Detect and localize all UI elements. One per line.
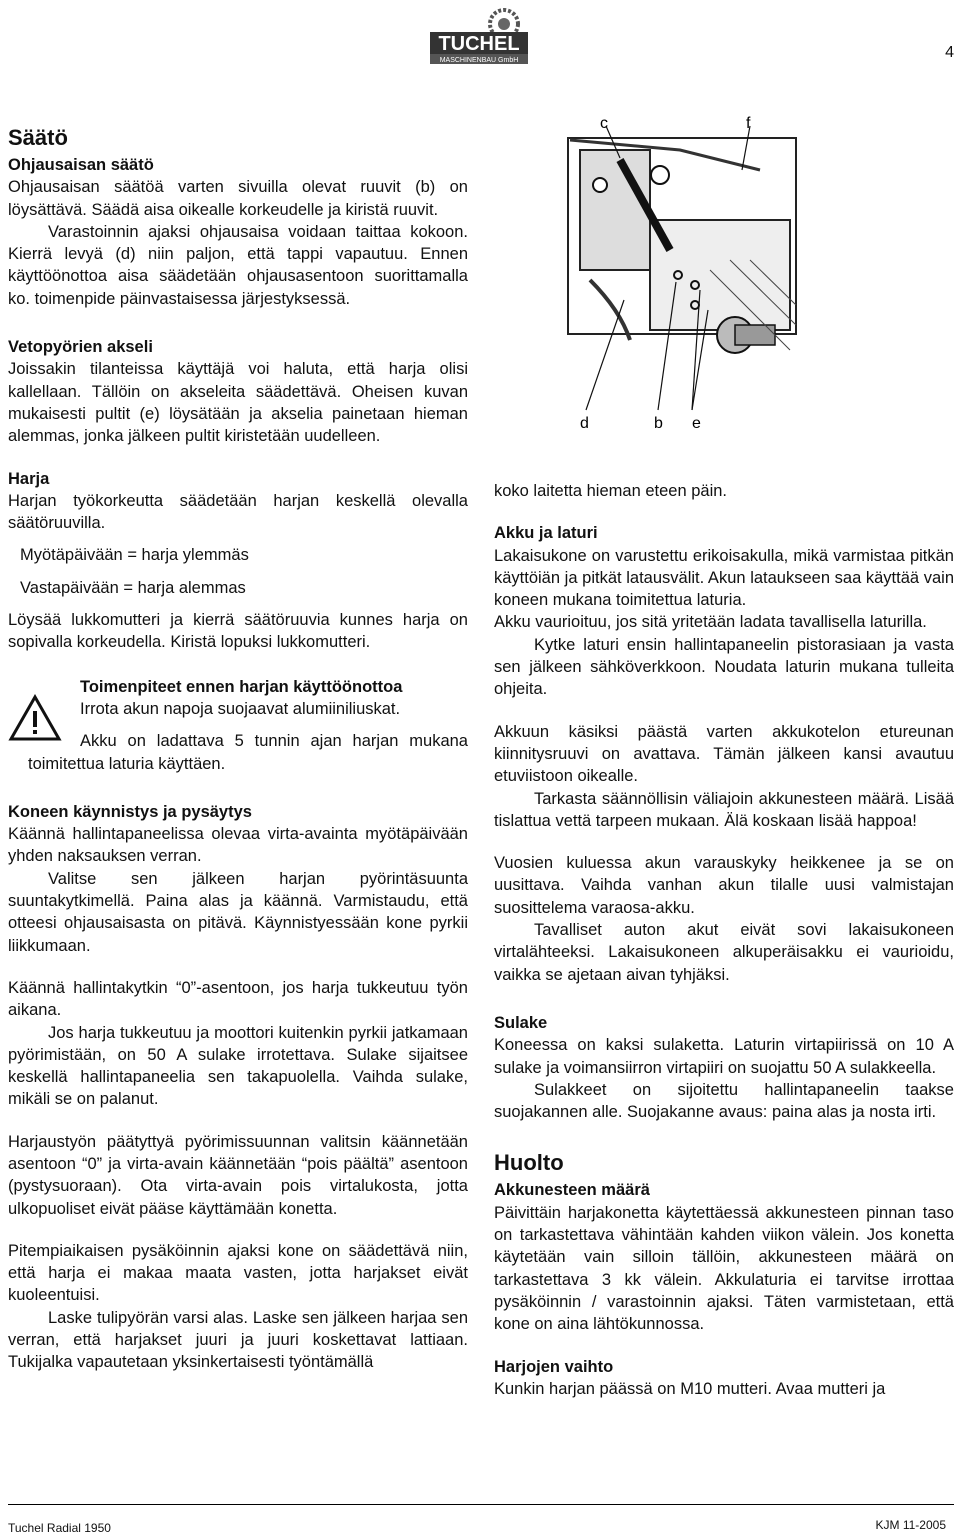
paragraph: Akkuun käsiksi päästä varten akkukotelon etureunan kiinnitysruuvi on avattava. Tämän jälkeen kansi avautuu etuviistoon oikealle. [494, 722, 954, 786]
heading-toimenpiteet: Toimenpiteet ennen harjan käyttöönottoa [80, 677, 403, 696]
warning-triangle-icon [8, 694, 62, 742]
paragraph: Tarkasta säännöllisin väliajoin akkunesteen määrä. Lisää tislattua vettä tarpeen mukaan. Älä koskaan lisää happoa! [494, 789, 954, 830]
figure-label-d: d [580, 415, 589, 432]
paragraph: Päivittäin harjakonetta käytettäessä akkunesteen pinnan taso on tarkastettava vähintään kahden viikon välein. Jos konetta käytetään vain silloin tällöin, akkunesteen määrä on tarkastettava 3 kk välein. Akkulaturia ei tarvitse irrottaa pysäköinnin / varastoinnin ajaksi. Täten varmistetaan, että kone on aina lähtökunnossa. [494, 1203, 954, 1334]
paragraph: Tavalliset auton akut eivät sovi lakaisukoneen virtalähteeksi. Lakaisukoneen alkuperäisakku ei vaurioidu, vaikka se ajetaan aivan tyhjäksi. [494, 921, 954, 984]
warning-box [8, 676, 468, 775]
paragraph: Käännä hallintapaneelissa olevaa virta-avainta myötäpäivään yhden naksauksen verran. [8, 825, 468, 866]
machine-illustration [560, 110, 820, 440]
heading-vetopyorien-akseli: Vetopyörien akseli [8, 338, 153, 357]
paragraph: Varastoinnin ajaksi ohjausaisa voidaan taittaa kokoon. Kierrä levyä (d) niin paljon, että tappi vapautuu. Ennen käyttöönottoa aisa säädetään ohjausasentoon suorittamalla ko. toimenpide päinvastaisessa järjestyksessä. [8, 222, 468, 308]
section-title-saato: Säätö [8, 125, 68, 150]
tuchel-logo [424, 4, 534, 68]
paragraph: Joissakin tilanteissa käyttäjä voi haluta, että harja olisi kallellaan. Tällöin on akseleita säädettävä. Oheisen kuvan mukaisesti pultit (e) löysätään ja akselia painetaan hieman alemmas, jonka jälkeen pultit kiristetään uudelleen. [8, 360, 468, 446]
paragraph: Käännä hallintakytkin “0”-asentoon, jos harja tukkeutuu työn aikana. [8, 978, 468, 1020]
logo-text: TUCHEL [438, 33, 520, 55]
paragraph: Pitempiaikaisen pysäköinnin ajaksi kone on säädettävä niin, että harja ei makaa maata vasten, jotta harjakset eivät kuoleentuisi. [8, 1241, 468, 1305]
paragraph: Myötäpäivään = harja ylemmäs [20, 546, 249, 565]
heading-sulake: Sulake [494, 1013, 548, 1032]
heading-akkunesteen-maara: Akkunesteen määrä [494, 1181, 650, 1200]
figure-label-e: e [692, 415, 701, 432]
section-title-huolto: Huolto [494, 1150, 564, 1176]
paragraph: Akku on ladattava 5 tunnin ajan harjan mukana toimitettua laturia käyttäen. [28, 732, 468, 773]
figure-label-f: f [746, 115, 751, 132]
paragraph: Harjan työkorkeutta säädetään harjan keskellä olevalla säätöruuvilla. [8, 491, 468, 533]
paragraph: Koneessa on kaksi sulaketta. Laturin virtapiirissä on 10 A sulake ja voimansiirron virtapiiri on suojattu 50 A sulakkeella. [494, 1036, 954, 1077]
paragraph: Lakaisukone on varustettu erikoisakulla, mikä varmistaa pitkän käyttöiän ja pitkät latausvälit. Akun lataukseen saa käyttää vain koneen mukana toimitettua laturia. [494, 546, 954, 610]
heading-harjojen-vaihto: Harjojen vaihto [494, 1357, 614, 1376]
paragraph: Akku vaurioituu, jos sitä yritetään ladata tavallisella laturilla. [494, 613, 927, 632]
heading-akku-ja-laturi: Akku ja laturi [494, 524, 598, 543]
right-column [494, 480, 954, 1400]
paragraph: Löysää lukkomutteri ja kierrä säätöruuvia kunnes harja on sopivalla korkeudella. Kiristä lopuksi lukkomutteri. [8, 611, 468, 652]
paragraph: Jos harja tukkeutuu ja moottori kuitenkin pyrkii jatkamaan pyörimistään, on 50 A sulake irrotettava. Sulake sijaitsee keskellä hallintapaneelia sen takapuolella. Vaihda sulake, mikäli se on palanut. [8, 1023, 468, 1109]
paragraph: Valitse sen jälkeen harjan pyörintäsuunta suuntakytkimellä. Paina alas ja käännä. Varmistaudu, että otteesi ohjausaisasta on pitävä. Käynnistyessään kone pyrkii liikkumaan. [8, 869, 468, 955]
paragraph: Vastapäivään = harja alemmas [20, 578, 246, 597]
paragraph: Laske tulipyörän varsi alas. Laske sen jälkeen harjaa sen verran, että harjakset juuri ja juuri koskettavat lattiaan. Tukijalka vapautetaan yksinkertaisesti työntämällä [8, 1308, 468, 1372]
page-number: 4 [945, 44, 954, 61]
paragraph: Kytke laturi ensin hallintapaneelin pistorasiaan ja vasta sen jälkeen sähköverkkoon. Noudata laturin mukana tulleita ohjeita. [494, 635, 954, 699]
logo-subtext: MASCHINENBAU GmbH [439, 57, 519, 64]
figure-label-c: c [600, 115, 608, 132]
paragraph: Harjaustyön päätyttyä pyörimissuunnan valitsin käännetään asentoon “0” ja virta-avain käännetään “pois päältä” asentoon (pystysuoraan). Ota virta-avain pois virtalukosta, jotta ulkopuoliset eivät pääse käyttämään konetta. [8, 1132, 468, 1218]
footer-revision: KJM 11-2005 [875, 1518, 946, 1532]
paragraph: Sulakkeet on sijoitettu hallintapaneelin taakse suojakannen alle. Suojakanne avaus: paina alas ja nosta irti. [494, 1080, 954, 1122]
paragraph: Kunkin harjan päässä on M10 mutteri. Avaa mutteri ja [494, 1379, 886, 1398]
figure-label-b: b [654, 415, 663, 432]
footer-model: Tuchel Radial 1950 [8, 1521, 111, 1535]
paragraph: Irrota akun napoja suojaavat alumiiniliuskat. [80, 699, 401, 718]
paragraph: koko laitetta hieman eteen päin. [494, 482, 727, 500]
footer-divider [8, 1504, 954, 1505]
left-column [8, 124, 468, 1374]
heading-ohjausaisan-saato: Ohjausaisan säätö [8, 156, 154, 174]
paragraph: Vuosien kuluessa akun varauskyky heikkenee ja se on uusittava. Vaihda vanhan akun tilalle uusi valmistajan suosittelema varaosa-akku. [494, 854, 954, 917]
heading-koneen-kaynnistys: Koneen käynnistys ja pysäytys [8, 802, 252, 821]
paragraph: Ohjausaisan säätöä varten sivuilla olevat ruuvit (b) on löysättävä. Säädä aisa oikealle korkeudelle ja kiristä ruuvit. [8, 178, 468, 219]
heading-harja: Harja [8, 469, 50, 488]
